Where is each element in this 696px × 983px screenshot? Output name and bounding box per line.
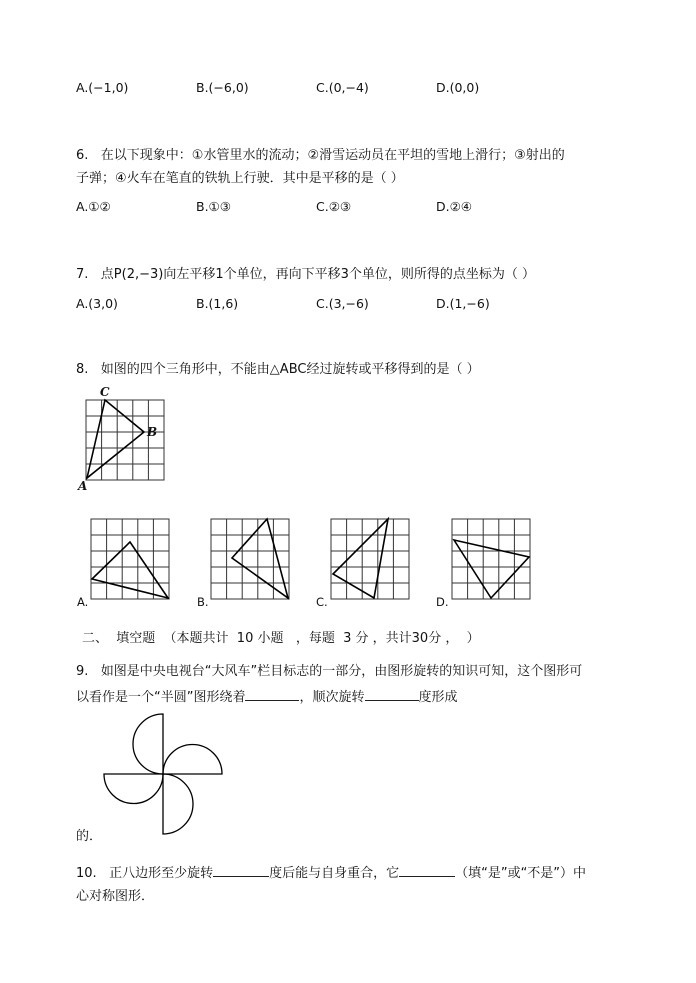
q9-text-part3: 度形成: [418, 690, 458, 705]
q6-option-d: D.②④: [436, 199, 473, 214]
q8-option-a-figure: [90, 518, 172, 602]
q9-text-line1: 9. 如图是中央电视台“大风车”栏目标志的一部分，由图形旋转的知识可知，这个图形可: [76, 664, 583, 679]
q9-blank-1[interactable]: [245, 686, 299, 701]
windmill-blade-top: [133, 714, 163, 774]
q9-text-part1: 以看作是一个“半圆”图形绕着: [76, 690, 246, 705]
q10-text-part3: （填“是”或“不是”）中: [455, 866, 587, 881]
windmill-blade-bottom: [163, 774, 193, 834]
q7-option-c: C.(3,−6): [316, 296, 369, 311]
q8-option-d-figure: [451, 518, 533, 602]
label-a: A: [78, 479, 88, 493]
q8-option-a-label: A.: [77, 595, 89, 609]
triangle-option-b: [232, 519, 288, 598]
windmill-blade-left: [104, 774, 163, 804]
q9-text-line3: 的．: [76, 829, 103, 844]
windmill-blade-right: [163, 745, 222, 775]
q8-option-c-label: C.: [316, 595, 328, 609]
q6-option-c: C.②③: [316, 199, 352, 214]
q8-text: 8. 如图的四个三角形中，不能由△ABC经过旋转或平移得到的是（ ）: [76, 362, 480, 377]
q9-blank-2[interactable]: [365, 686, 419, 701]
q7-text: 7. 点P(2,−3)向左平移1个单位，再向下平移3个单位，则所得的点坐标为（ ）: [76, 267, 536, 282]
q10-text-line1: [76, 862, 586, 881]
q8-option-b-figure: [210, 518, 292, 602]
q6-option-a: A.①②: [76, 199, 111, 214]
q5-option-a: A.(−1,0): [76, 80, 129, 95]
q10-text-line2: 心对称图形．: [76, 889, 155, 904]
q5-option-c: C.(0,−4): [316, 80, 369, 95]
q5-option-d: D.(0,0): [436, 80, 480, 95]
section-2-heading: 二、 填空题 （本题共计 10 小题 ，每题 3 分 ，共计30分 ， ）: [82, 631, 480, 646]
label-c: C: [100, 385, 110, 399]
q9-text-part2: ，顺次旋转: [299, 690, 365, 705]
triangle-option-c: [333, 519, 388, 598]
q8-option-c-figure: [330, 518, 412, 602]
q10-blank-1[interactable]: [213, 862, 269, 877]
windmill-logo-figure: [100, 712, 230, 842]
q8-abc-figure: [78, 384, 178, 494]
triangle-option-a: [92, 542, 168, 598]
q6-text-line2: 子弹；④火车在笔直的铁轨上行驶．其中是平移的是（ ）: [76, 171, 404, 186]
q8-option-b-label: B.: [197, 595, 209, 609]
q7-option-a: A.(3,0): [76, 296, 118, 311]
triangle-abc: [87, 400, 144, 478]
q8-abc-grid: [86, 400, 164, 480]
q6-text-line1: 6. 在以下现象中：①水管里水的流动；②滑雪运动员在平坦的雪地上滑行；③射出的: [76, 148, 565, 163]
q5-option-b: B.(−6,0): [196, 80, 249, 95]
q7-option-d: D.(1,−6): [436, 296, 490, 311]
label-b: B: [147, 425, 158, 439]
q10-blank-2[interactable]: [399, 862, 455, 877]
q10-text-part1: 10. 正八边形至少旋转: [76, 866, 214, 881]
q8-option-d-label: D.: [436, 595, 449, 609]
triangle-option-d: [454, 540, 529, 598]
q7-option-b: B.(1,6): [196, 296, 239, 311]
q10-text-part2: 度后能与自身重合，它: [269, 866, 400, 881]
q6-option-b: B.①③: [196, 199, 231, 214]
q9-text-line2: [76, 686, 458, 705]
